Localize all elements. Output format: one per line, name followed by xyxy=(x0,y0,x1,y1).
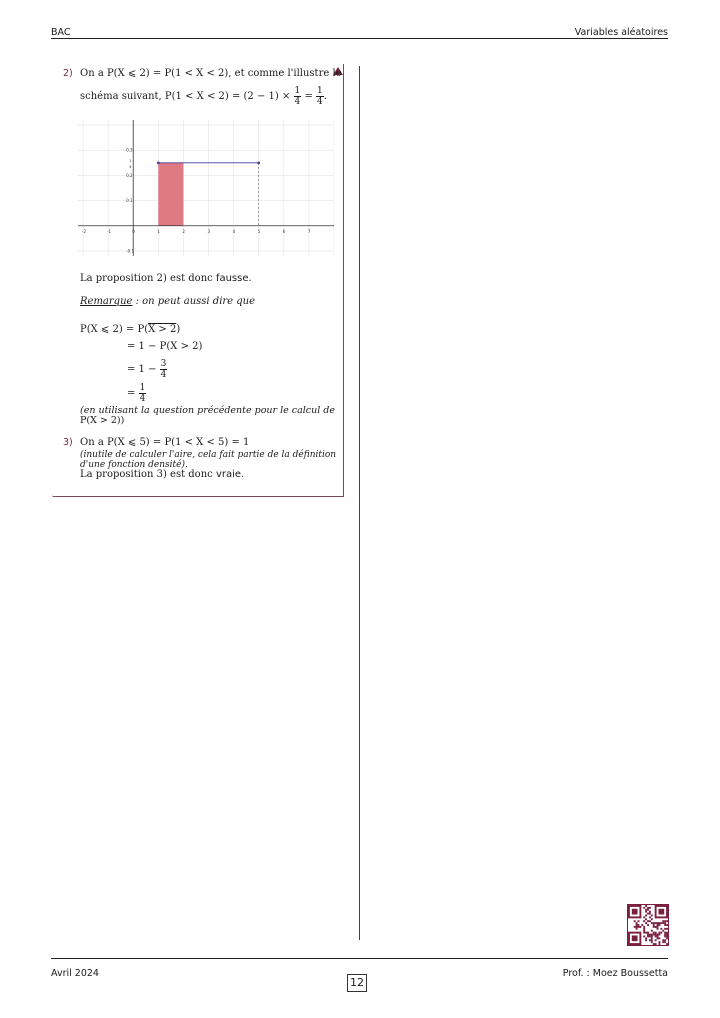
qr-module xyxy=(638,926,640,928)
qr-module xyxy=(664,939,666,941)
qr-module xyxy=(636,928,638,930)
qr-module xyxy=(643,920,645,922)
shaded-area xyxy=(158,163,183,226)
x-tick-label: 1 xyxy=(157,228,160,234)
qr-module xyxy=(657,928,659,930)
qr-module xyxy=(643,916,645,918)
x-tick-label: 7 xyxy=(307,228,311,234)
qr-module xyxy=(653,924,655,926)
qr-module xyxy=(666,943,668,945)
qr-module xyxy=(664,941,666,943)
x-tick-label: 2 xyxy=(182,228,185,234)
qr-module xyxy=(662,939,664,941)
answer-vraie: vraie xyxy=(215,469,242,480)
qr-module xyxy=(658,924,660,926)
density-chart xyxy=(78,120,334,256)
qr-code-icon xyxy=(627,904,669,946)
x-tick-label: 6 xyxy=(282,228,286,234)
qr-module xyxy=(658,943,660,945)
qr-module xyxy=(643,907,645,909)
qr-module xyxy=(655,932,657,934)
qr-module xyxy=(655,922,657,924)
qr-module xyxy=(645,915,647,917)
qr-module xyxy=(660,922,662,924)
x-tick-label: 3 xyxy=(207,228,211,234)
column-divider xyxy=(359,66,360,940)
item3-note-line2: d'une fonction densité). xyxy=(80,460,188,470)
qr-module xyxy=(658,909,664,915)
y-tick-label: 0.1 xyxy=(126,198,133,204)
equation-line-4: = $\frac{1}{4}$ xyxy=(127,383,146,404)
qr-module xyxy=(651,939,653,941)
qr-module xyxy=(643,935,645,937)
qr-module xyxy=(657,924,659,926)
qr-module xyxy=(666,934,668,936)
qr-module xyxy=(638,924,640,926)
qr-module xyxy=(655,934,657,936)
qr-module xyxy=(639,926,641,928)
qr-module xyxy=(666,928,668,930)
qr-module xyxy=(651,922,653,924)
qr-module xyxy=(636,924,638,926)
qr-module xyxy=(647,934,649,936)
qr-module xyxy=(664,922,666,924)
equation-line-2: = 1 − P(X > 2) xyxy=(127,341,203,352)
y-tick-label: 4 xyxy=(129,164,132,169)
qr-module xyxy=(649,939,651,941)
qr-module xyxy=(662,920,664,922)
qr-module xyxy=(634,926,636,928)
qr-module xyxy=(643,930,645,932)
y-tick-label: 0.3 xyxy=(126,147,133,153)
qr-module xyxy=(657,926,659,928)
answer-fausse: fausse xyxy=(215,273,249,284)
qr-module xyxy=(666,920,668,922)
qr-module xyxy=(634,920,636,922)
qr-module xyxy=(655,926,657,928)
qr-module xyxy=(632,935,638,941)
header-right: Variables aléatoires xyxy=(574,27,668,38)
qr-module xyxy=(653,922,655,924)
qr-module xyxy=(658,932,660,934)
qr-module xyxy=(645,932,647,934)
footer-rule xyxy=(51,958,668,959)
qr-module xyxy=(645,905,647,907)
footer-author: Prof. : Moez Boussetta xyxy=(562,968,668,979)
qr-module xyxy=(662,941,664,943)
qr-module xyxy=(655,943,657,945)
qr-module xyxy=(657,934,659,936)
item2-line1: On a P(X ⩽ 2) = P(1 < X < 2), et comme l'illustre le xyxy=(80,68,342,79)
qr-module xyxy=(649,913,651,915)
qr-module xyxy=(664,920,666,922)
qr-module xyxy=(643,932,645,934)
footer-date: Avril 2024 xyxy=(51,968,99,979)
qr-module xyxy=(655,935,657,937)
item3-note-line1: (inutile de calculer l'aire, cela fait partie de la définition xyxy=(80,450,337,460)
x-tick-label: -2 xyxy=(82,228,87,234)
qr-module xyxy=(666,932,668,934)
item-number: 2) xyxy=(63,68,73,79)
qr-module xyxy=(647,920,649,922)
qr-module xyxy=(653,943,655,945)
qr-module xyxy=(657,935,659,937)
item-number: 3) xyxy=(63,437,73,448)
item3-conclusion: La proposition 3) est donc vraie. xyxy=(80,469,245,480)
x-tick-label: -1 xyxy=(107,228,112,234)
density-endpoint xyxy=(157,162,160,165)
qr-module xyxy=(647,932,649,934)
x-tick-label: 5 xyxy=(257,228,261,234)
y-tick-label: 1 xyxy=(129,158,132,163)
qr-module xyxy=(638,920,640,922)
qr-module xyxy=(655,939,657,941)
qr-module xyxy=(645,909,647,911)
qr-module xyxy=(657,922,659,924)
qr-module xyxy=(658,941,660,943)
item2-conclusion: La proposition 2) est donc fausse. xyxy=(80,273,252,284)
qr-module xyxy=(636,922,638,924)
qr-module xyxy=(645,911,647,913)
qr-module xyxy=(651,941,653,943)
qr-module xyxy=(653,934,655,936)
density-endpoint xyxy=(257,162,260,165)
qr-module xyxy=(651,934,653,936)
qr-module xyxy=(666,924,668,926)
qr-module xyxy=(658,937,660,939)
qr-module xyxy=(660,928,662,930)
qr-module xyxy=(664,935,666,937)
x-tick-label: 4 xyxy=(232,228,236,234)
qr-module xyxy=(651,918,653,920)
qr-module xyxy=(649,920,651,922)
remark: Remarque : on peut aussi dire que xyxy=(80,296,256,307)
qr-module xyxy=(653,932,655,934)
qr-module xyxy=(664,934,666,936)
qr-module xyxy=(653,926,655,928)
item2-line2: schéma suivant, P(1 < X < 2) = (2 − 1) × $\frac{1}{4}$ = $\frac{1}{4}$ . xyxy=(80,86,327,107)
y-tick-label: -0.1 xyxy=(126,248,135,254)
qr-module xyxy=(651,937,653,939)
qr-module xyxy=(647,924,649,926)
qr-module xyxy=(664,928,666,930)
header-rule xyxy=(51,38,668,39)
qr-module xyxy=(660,932,662,934)
qr-module xyxy=(643,928,645,930)
qr-module xyxy=(647,907,649,909)
qr-module xyxy=(649,916,651,918)
qr-module xyxy=(643,926,645,928)
qr-module xyxy=(658,934,660,936)
item2-note-line2: P(X > 2)) xyxy=(80,415,125,426)
qr-module xyxy=(658,922,660,924)
qr-module xyxy=(645,918,647,920)
qr-module xyxy=(651,935,653,937)
qr-module xyxy=(662,922,664,924)
qr-module xyxy=(649,907,651,909)
qr-module xyxy=(647,909,649,911)
equation-line-3: = 1 − $\frac{3}{4}$ xyxy=(127,359,167,380)
qr-module xyxy=(645,922,647,924)
qr-module xyxy=(666,937,668,939)
qr-module xyxy=(641,924,643,926)
qr-module xyxy=(662,930,664,932)
qr-module xyxy=(651,930,653,932)
y-tick-label: 0.2 xyxy=(126,172,133,178)
qr-module xyxy=(647,913,649,915)
qr-module xyxy=(649,934,651,936)
qr-module xyxy=(664,924,666,926)
qr-module xyxy=(649,935,651,937)
qr-module xyxy=(651,915,653,917)
qr-module xyxy=(632,909,638,915)
qr-module xyxy=(664,932,666,934)
qr-module xyxy=(636,926,638,928)
qr-module xyxy=(645,937,647,939)
qr-module xyxy=(649,911,651,913)
qr-module xyxy=(657,937,659,939)
item3-line1: On a P(X ⩽ 5) = P(1 < X < 5) = 1 xyxy=(80,437,250,448)
page-number: 12 xyxy=(347,974,367,992)
qr-module xyxy=(666,935,668,937)
x-tick-label: 0 xyxy=(132,228,135,234)
equation-line-1: P(X ⩽ 2) = P(X > 2) xyxy=(80,324,181,335)
item2-note-line1: (en utilisant la question précédente pour le calcul de xyxy=(80,405,335,416)
header-left: BAC xyxy=(51,27,71,38)
qr-module xyxy=(647,935,649,937)
qr-module xyxy=(645,939,647,941)
